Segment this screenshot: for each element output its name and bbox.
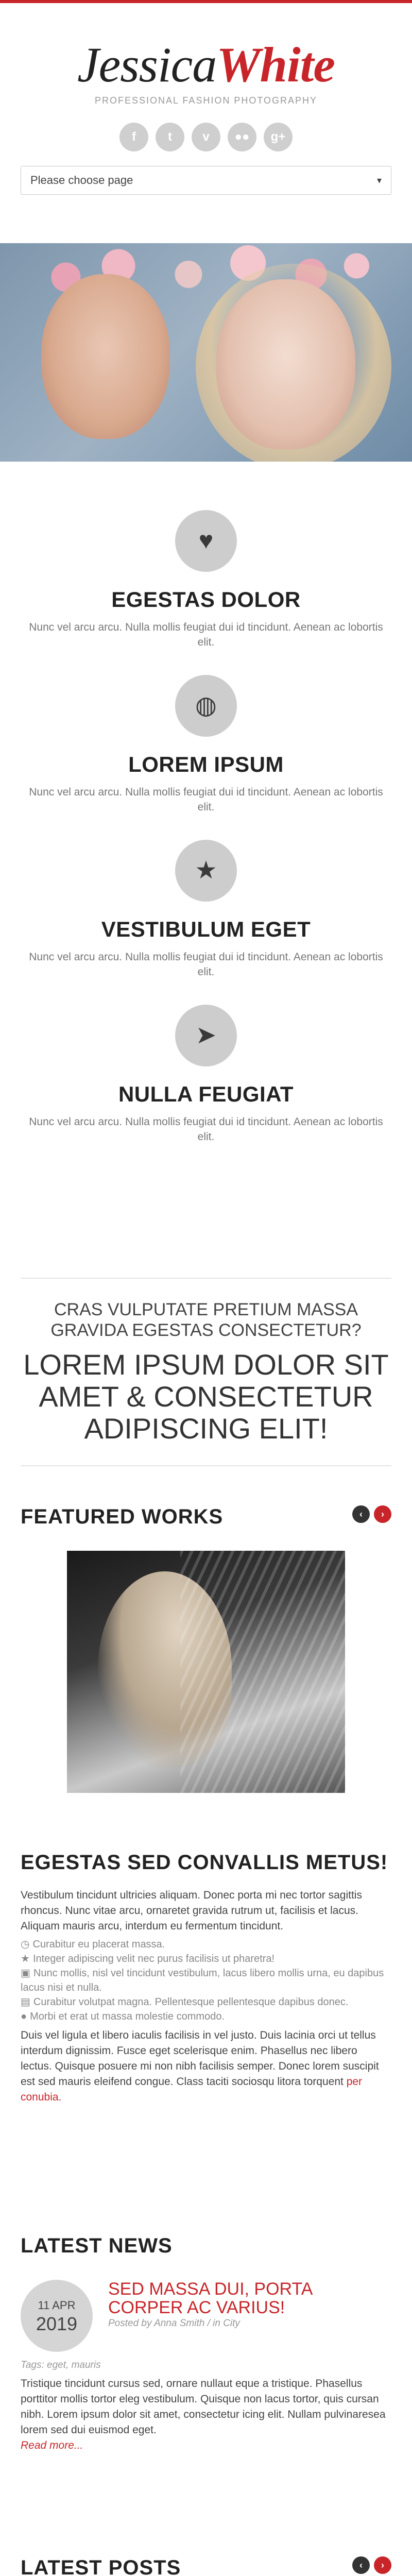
list-item <box>21 1937 391 1952</box>
service-item <box>21 675 391 840</box>
latest-posts-title: LATEST POSTS <box>21 2556 181 2576</box>
about-title: EGESTAS SED CONVALLIS METUS! <box>21 1851 388 1874</box>
news-header <box>108 2280 391 2330</box>
chevron-down-icon: ▾ <box>376 175 382 185</box>
logo-text-part1: Jessica <box>77 37 217 92</box>
about-intro: Vestibulum tincidunt ultricies aliquam. Donec porta mi nec tortor sagittis rhoncus. Nunc vitae arcu, ornaretet gravida rutrum ut, facilisis et lacus. Aliquam mauris arcu, interdum eu fermentum tincidunt. <box>21 1889 362 1932</box>
flickr-icon[interactable]: ●● <box>228 123 256 151</box>
list-item <box>21 1995 391 2009</box>
services-section <box>21 510 391 1170</box>
news-post-title[interactable]: SED MASSA DUI, PORTA CORPER AC VARIUS! <box>108 2279 312 2317</box>
list-item-text: Nunc mollis, nisl vel tincidunt vestibulum, lacus libero mollis urna, eu dapibus lacus nisi et nulla. <box>21 1968 384 1993</box>
service-title: VESTIBULUM EGET <box>101 917 311 941</box>
news-read-more-link[interactable]: Read more... <box>21 2439 83 2451</box>
vimeo-icon[interactable]: v <box>192 123 220 151</box>
star-icon: ★ <box>175 840 237 902</box>
service-title: EGESTAS DOLOR <box>111 587 301 612</box>
about-feature-list <box>21 1937 391 2024</box>
quote-question: CRAS VULPUTATE PRETIUM MASSA GRAVIDA EGESTAS CONSECTETUR? <box>50 1300 362 1340</box>
featured-carousel-controls <box>352 1505 391 1523</box>
hero-image <box>0 243 412 462</box>
service-title: LOREM IPSUM <box>128 752 284 776</box>
list-item-text: Curabitur eu placerat massa. <box>32 1939 165 1950</box>
globe-icon: ◍ <box>175 675 237 737</box>
list-item <box>21 1952 391 1966</box>
list-item-text: Integer adipiscing velit nec purus facilisis ut pharetra! <box>32 1953 275 1964</box>
news-day-month: 11 APR <box>38 2299 76 2312</box>
about-outro-text: Duis vel ligula et libero iaculis facilisis in vel justo. Duis lacinia orci ut tellus interdum dignissim. Fusce eget scelerisque enim. Phasellus nec libero lectus. Quisque posuere mi non nibh facilisis semper. Donec lorem suscipit est sed mauris eleifend congue. Class taciti sociosqu litora torquent <box>21 2029 379 2088</box>
service-text: Nunc vel arcu arcu. Nulla mollis feugiat dui id tincidunt. Aenean ac lobortis elit. <box>29 1115 383 1143</box>
model-face-right <box>216 279 355 449</box>
prev-arrow-icon[interactable]: ‹ <box>352 2556 370 2574</box>
news-text: Tristique tincidunt cursus sed, ornare nullaut eque a tristique. Phasellus porttitor mollis tortor eleg vestibulum. Quisque non lacus tortor, quis cursan nibh. Lorem ipsum dolor sit amet, consectetur icing elit. Nullam pulvinaresea lorem sed dui euismod eget. <box>21 2378 386 2436</box>
service-text: Nunc vel arcu arcu. Nulla mollis feugiat dui id tincidunt. Aenean ac lobortis elit. <box>29 621 383 648</box>
about-section <box>21 1850 391 2105</box>
news-item <box>21 2280 391 2357</box>
list-item-text: Morbi et erat ut massa molestie commodo. <box>30 2011 225 2022</box>
posts-carousel-controls <box>352 2556 391 2574</box>
featured-works-header <box>21 1502 391 1532</box>
service-item <box>21 1005 391 1170</box>
prev-arrow-icon[interactable]: ‹ <box>352 1505 370 1523</box>
twitter-icon[interactable]: t <box>156 123 184 151</box>
news-posted-by: Posted by Anna Smith / in City <box>108 2318 240 2329</box>
service-title: NULLA FEUGIAT <box>118 1082 294 1106</box>
news-tags: Tags: eget, mauris <box>21 2360 101 2370</box>
model-face-left <box>41 274 170 439</box>
page-select-dropdown[interactable] <box>21 166 391 195</box>
social-links <box>0 123 412 151</box>
cursor-icon: ➤ <box>175 1005 237 1066</box>
site-tagline: PROFESSIONAL FASHION PHOTOGRAPHY <box>94 95 318 106</box>
service-item <box>21 510 391 675</box>
site-logo[interactable] <box>77 39 335 91</box>
list-item-text: Curabitur volutpat magna. Pellentesque pellentesque dapibus donec. <box>33 1996 349 2008</box>
logo-text-part2: White <box>216 37 335 92</box>
quote-banner <box>21 1278 391 1466</box>
latest-news-header <box>21 2231 391 2261</box>
news-year: 2019 <box>36 2313 78 2334</box>
list-item <box>21 2009 391 2024</box>
featured-work-image[interactable] <box>67 1551 345 1793</box>
service-text: Nunc vel arcu arcu. Nulla mollis feugiat dui id tincidunt. Aenean ac lobortis elit. <box>29 951 383 978</box>
about-outro-link[interactable]: per conubia. <box>21 2076 363 2103</box>
latest-posts-header <box>21 2553 391 2576</box>
list-item <box>21 1966 391 1995</box>
google-plus-icon[interactable]: g+ <box>264 123 293 151</box>
star-small-icon: ★ <box>21 1953 30 1964</box>
next-arrow-icon[interactable]: › <box>374 2556 391 2574</box>
news-body <box>21 2359 391 2453</box>
news-date-badge <box>21 2280 93 2352</box>
facebook-icon[interactable]: f <box>119 123 148 151</box>
latest-news-title: LATEST NEWS <box>21 2234 173 2257</box>
site-header <box>0 3 412 178</box>
camera-icon: ▣ <box>21 1968 30 1979</box>
quote-statement: LOREM IPSUM DOLOR SIT AMET & CONSECTETUR ADIPISCING ELIT! <box>23 1348 389 1445</box>
service-text: Nunc vel arcu arcu. Nulla mollis feugiat dui id tincidunt. Aenean ac lobortis elit. <box>29 786 383 813</box>
featured-works-title: FEATURED WORKS <box>21 1505 224 1528</box>
image-icon: ▤ <box>21 1996 30 2008</box>
service-item <box>21 840 391 1005</box>
user-icon: ● <box>21 2011 27 2022</box>
heart-icon: ♥ <box>175 510 237 572</box>
page-select-label: Please choose page <box>30 174 133 187</box>
clock-icon: ◷ <box>21 1939 30 1950</box>
next-arrow-icon[interactable]: › <box>374 1505 391 1523</box>
hair-swirl <box>180 1551 345 1793</box>
about-outro <box>21 2028 391 2105</box>
